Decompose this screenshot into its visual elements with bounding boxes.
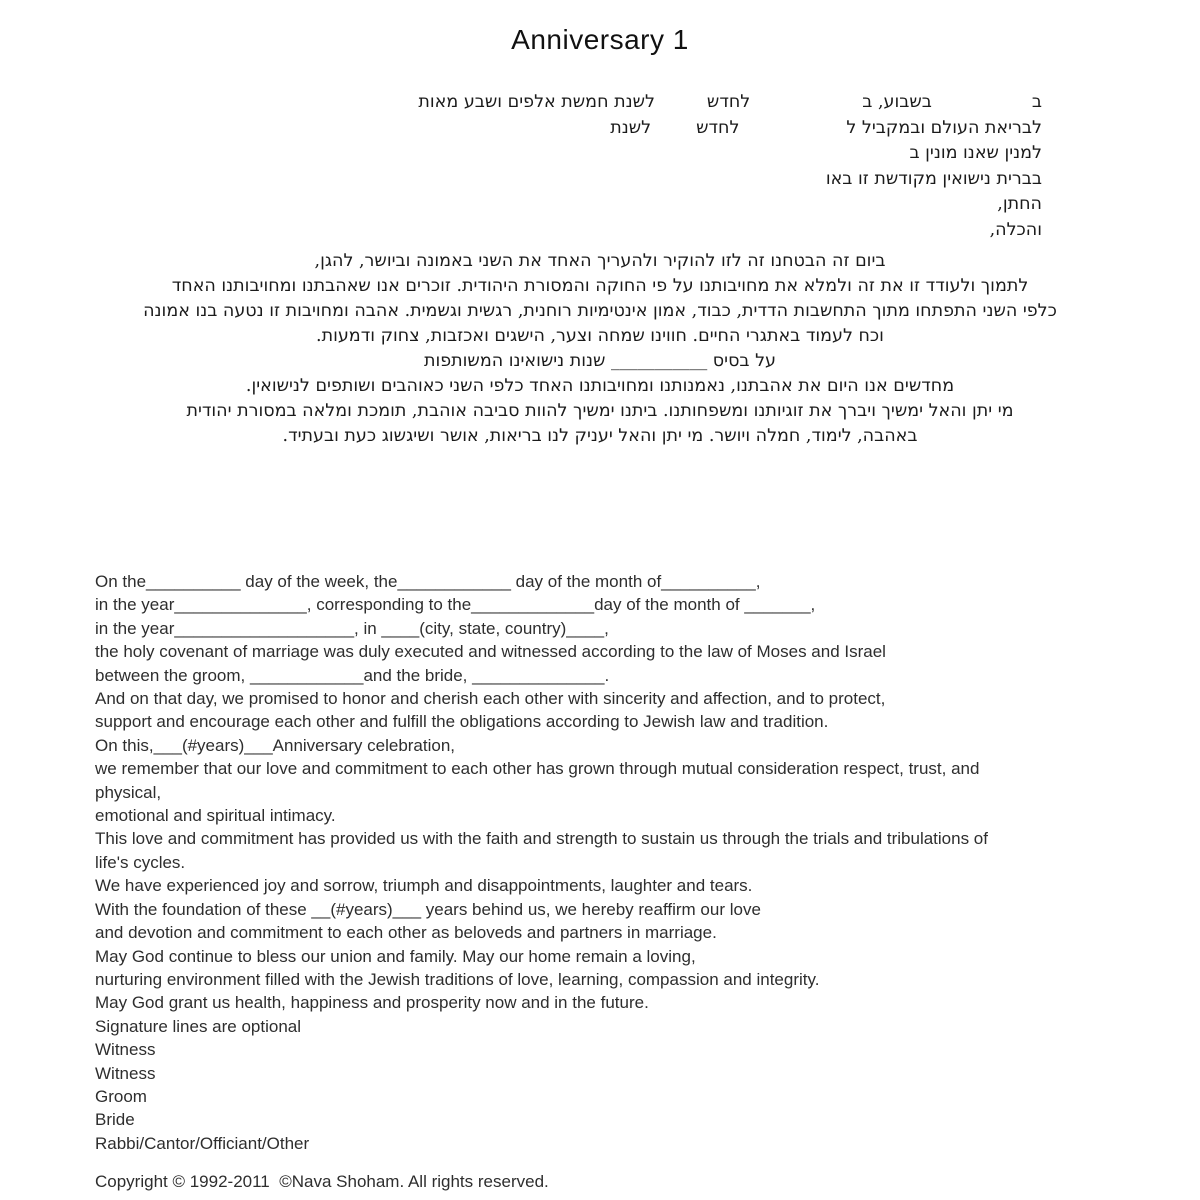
hebrew-header-line (0, 118, 1042, 144)
hebrew-text-line: מחדשים אנו היום את אהבתנו, נאמנותנו ומחויבותנו האחד כלפי השני כאוהבים ושותפים לנישואין. (245, 376, 955, 396)
hebrew-text-line: כלפי השני התפתחו מתוך התחשבות הדדית, כבוד, אמון אינטימיות רוחנית, רגשית וגשמית. אהבה ומחויבות זו נטעה בנו אמונה (143, 301, 1057, 321)
english-text-line: in the year___________________, in ____(city, state, country)____, (95, 618, 609, 638)
hebrew-header-line (0, 194, 1042, 220)
english-text-line: Groom (95, 1086, 147, 1106)
hebrew-text-segment: והכלה, (989, 219, 1042, 240)
english-vows-paragraph (95, 570, 1140, 1155)
english-text-line: Witness (95, 1040, 156, 1060)
english-text-line: we remember that our love and commitment to each other has grown through mutual consideration respect, trust, and (95, 759, 980, 779)
english-text-line: support and encourage each other and fulfill the obligations according to Jewish law and tradition. (95, 712, 829, 732)
hebrew-text-segment: בברית נישואין מקודשת זו באו (825, 168, 1042, 189)
hebrew-header-line (0, 220, 1042, 246)
hebrew-text-segment: לחדש (696, 117, 740, 138)
english-text-line: and devotion and commitment to each other as beloveds and partners in marriage. (95, 923, 717, 943)
english-text-line: May God continue to bless our union and family. May our home remain a loving, (95, 946, 696, 966)
english-text-line: between the groom, ____________and the bride, ______________. (95, 665, 610, 685)
english-text-line: May God grant us health, happiness and prosperity now and in the future. (95, 993, 649, 1013)
page-title: Anniversary 1 (511, 24, 689, 55)
blank-fill-in-space (750, 106, 862, 107)
english-text-line: nurturing environment filled with the Jewish traditions of love, learning, compassion and integrity. (95, 969, 820, 989)
hebrew-vows-paragraph (112, 249, 1088, 449)
hebrew-text-segment: לחדש (706, 92, 751, 112)
english-text-line: And on that day, we promised to honor and cherish each other with sincerity and affection, and to protect, (95, 689, 886, 709)
english-text-line: the holy covenant of marriage was duly executed and witnessed according to the law of Moses and Israel (95, 642, 886, 662)
hebrew-text-segment: ב (1031, 92, 1042, 112)
hebrew-text-line: לתמוך ולעודד זו את זה ולמלא את מחויבותנו על פי החוקה והמסורת היהודית. זוכרים אנו שאהבתנו ומחויבותנו האחד (171, 276, 1029, 296)
blank-fill-in-space (651, 132, 696, 133)
english-text-line: emotional and spiritual intimacy. (95, 806, 336, 826)
english-text-line: With the foundation of these __(#years)___ years behind us, we hereby reaffirm our love (95, 899, 761, 919)
hebrew-text-line: וכח לעמוד באתגרי החיים. חווינו שמחה וצער, הישגים ואכזבות, צחוק ודמעות. (316, 326, 884, 346)
english-text-line: Signature lines are optional (95, 1016, 302, 1036)
english-text-line: life's cycles. (95, 852, 186, 872)
english-text-line: Rabbi/Cantor/Officiant/Other (95, 1133, 310, 1153)
hebrew-text-line: על בסיס ___________ שנות נישואינו המשותפות (423, 351, 777, 371)
hebrew-text-line: מי יתן והאל ימשיך ויברך את זוגיותנו ומשפחותנו. ביתנו ימשיך להוות סביבה אוהבת, תומכת ומלאה במסורת יהודית (186, 401, 1014, 421)
hebrew-text-line: באהבה, לימוד, חמלה ויושר. מי יתן והאל יעניק לנו בריאות, אושר ושיגשוג כעת ובעתיד. (282, 426, 918, 446)
hebrew-header-line (0, 92, 1042, 118)
hebrew-text-segment: החתן, (997, 194, 1042, 214)
english-text-line: On this,___(#years)___Anniversary celebration, (95, 735, 456, 755)
copyright-notice: Copyright © 1992-2011 ©Nava Shoham. All rights reserved. (95, 1172, 549, 1192)
english-text-line: This love and commitment has provided us with the faith and strength to sustain us through the trials and tribulations of (95, 829, 988, 849)
english-text-line: physical, (95, 782, 162, 802)
hebrew-text-segment: לשנת חמשת אלפים ושבע מאות (418, 92, 655, 112)
blank-fill-in-space (655, 106, 707, 107)
hebrew-text-segment: לבריאת העולם ובמקביל ל (846, 117, 1042, 138)
hebrew-header-line (0, 143, 1042, 169)
blank-fill-in-space (739, 132, 846, 133)
english-text-line: On the__________ day of the week, the____________ day of the month of__________, (95, 572, 761, 591)
english-text-line: Witness (95, 1063, 156, 1083)
hebrew-header-line (0, 169, 1042, 195)
english-text-line: Bride (95, 1110, 135, 1130)
hebrew-text-segment: לשנת (610, 117, 652, 138)
hebrew-text-segment: בשבוע, ב (862, 92, 932, 112)
hebrew-header-fill-in-block (0, 92, 1042, 245)
hebrew-text-segment: למנין שאנו מונין ב (909, 143, 1042, 163)
english-text-line: in the year______________, corresponding to the_____________day of the month of _______, (95, 595, 816, 615)
english-text-line: We have experienced joy and sorrow, triumph and disappointments, laughter and tears. (95, 876, 753, 896)
blank-fill-in-space (932, 106, 1032, 107)
hebrew-text-line: ביום זה הבטחנו זה לזו להוקיר ולהעריך האחד את השני באמונה וביושר, להגן, (314, 251, 886, 271)
